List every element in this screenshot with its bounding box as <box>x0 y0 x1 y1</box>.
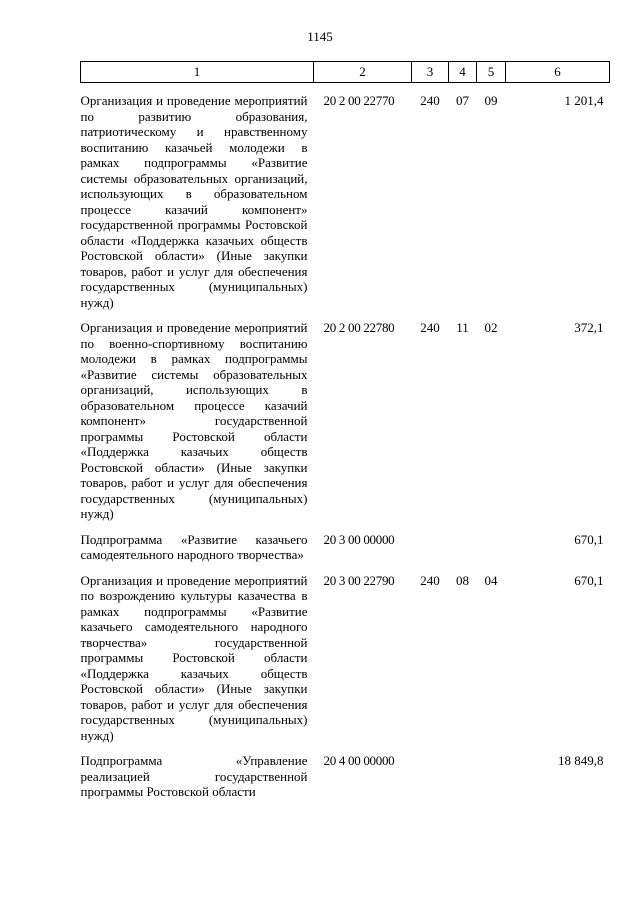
row-col3: 240 <box>420 93 440 108</box>
row-code: 20 4 00 00000 <box>323 753 395 768</box>
row-code: 20 3 00 00000 <box>323 531 395 547</box>
row-code: 20 2 00 22780 <box>323 320 395 335</box>
row-col3: 240 <box>420 572 440 588</box>
budget-table <box>80 61 610 800</box>
column-header-1: 1 <box>81 62 314 83</box>
column-header-2: 2 <box>314 62 412 83</box>
row-amount: 18 849,8 <box>558 753 604 768</box>
row-amount: 670,1 <box>574 572 604 588</box>
row-amount: 372,1 <box>574 320 604 335</box>
row-col3 <box>412 753 449 800</box>
row-name: Организация и проведение мероприятий по военно-спортивному воспитанию молодежи в рамках подпрограммы «Развитие системы образовательных организаций, использующих в образовательном процессе казачий компонент» государственной программы Ростовской области «Поддержка казачьих обществ Ростовской области» (Иные закупки товаров, работ и услуг для обеспечения государственных (муниципальных) нужд) <box>80 320 308 521</box>
column-header-3: 3 <box>412 62 449 83</box>
row-name: Подпрограмма «Развитие казачьего самодеятельного народного творчества» <box>80 531 308 562</box>
table-row <box>81 320 610 522</box>
column-header-6: 6 <box>506 62 610 83</box>
row-col4: 11 <box>456 320 469 335</box>
table-row <box>81 573 610 744</box>
row-col4: 08 <box>456 572 469 588</box>
table-row <box>81 753 610 800</box>
row-col5: 09 <box>484 93 498 108</box>
row-col4: 07 <box>456 93 469 108</box>
row-col3: 240 <box>420 320 440 335</box>
row-col5: 02 <box>484 320 498 335</box>
row-amount: 1 201,4 <box>564 93 604 108</box>
row-name: Организация и проведение мероприятий по возрождению культуры казачества в рамках подпрограммы «Развитие казачьего самодеятельного народного творчества» государственной программы Ростовской области «Поддержка казачьих обществ Ростовской области» (Иные закупки товаров, работ и услуг для обеспечения государственных (муниципальных) нужд) <box>80 572 308 743</box>
column-header-5: 5 <box>477 62 506 83</box>
row-col5 <box>477 532 506 563</box>
row-col4 <box>449 532 477 563</box>
row-name: Организация и проведение мероприятий по развитию образования, патриотическому и нравственному воспитанию казачьей молодежи в рамках подпрограммы «Развитие системы образовательных организаций, использующих в образовательном процессе казачий компонент» государственной программы Ростовской области «Поддержка казачьих обществ Ростовской области» (Иные закупки товаров, работ и услуг для обеспечения государственных (муниципальных) нужд) <box>80 93 308 310</box>
table-header-row <box>81 62 610 83</box>
row-col4 <box>449 753 477 800</box>
table-row <box>81 93 610 310</box>
table-row <box>81 532 610 563</box>
row-name: Подпрограмма «Управление реализацией государственной программы Ростовской области <box>80 753 308 799</box>
column-header-4: 4 <box>449 62 477 83</box>
row-col5: 04 <box>484 572 498 588</box>
row-code: 20 3 00 22790 <box>323 572 395 588</box>
row-code: 20 2 00 22770 <box>323 93 395 108</box>
row-col3 <box>412 532 449 563</box>
row-col5 <box>477 753 506 800</box>
page-number: 1145 <box>307 29 333 44</box>
row-amount: 670,1 <box>574 531 604 547</box>
